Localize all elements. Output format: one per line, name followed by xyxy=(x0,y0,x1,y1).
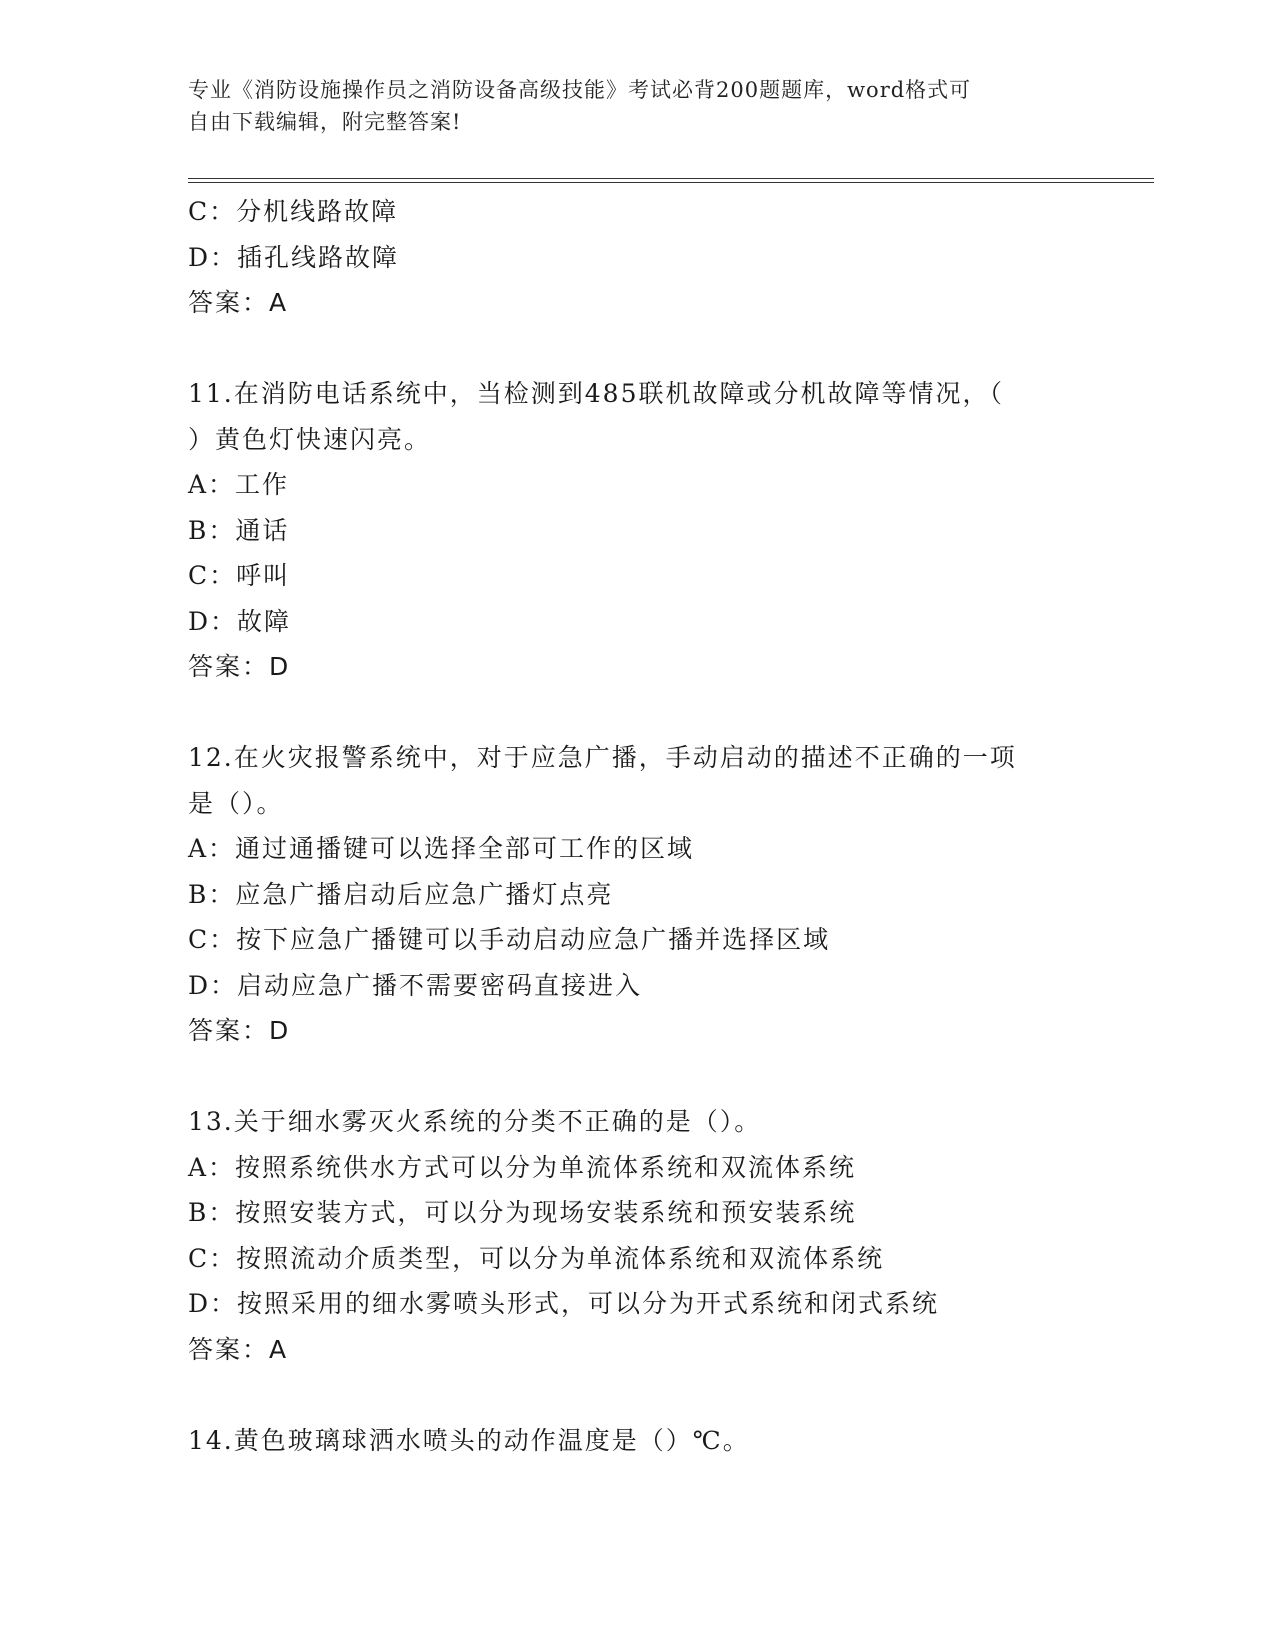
spacer xyxy=(188,690,1088,736)
option-b: B：按照安装方式，可以分为现场安装系统和预安装系统 xyxy=(188,1198,857,1227)
question-stem: 13.关于细水雾灭火系统的分类不正确的是（）。 xyxy=(188,1107,762,1136)
option-c: C：呼叫 xyxy=(188,561,291,590)
option-c: C：按照流动介质类型，可以分为单流体系统和双流体系统 xyxy=(188,1243,885,1273)
option-a: A：按照系统供水方式可以分为单流体系统和双流体系统 xyxy=(188,1152,857,1182)
header-line-1: 专业《消防设施操作员之消防设备高级技能》考试必背200题题库，word格式可 xyxy=(188,78,972,102)
question-stem: 11.在消防电话系统中，当检测到485联机故障或分机故障等情况，（ xyxy=(188,379,1004,408)
document-header xyxy=(188,74,1088,138)
option-d: D：故障 xyxy=(188,606,292,636)
header-divider-bottom xyxy=(188,182,1154,183)
answer: 答案：D xyxy=(188,652,291,681)
question-12 xyxy=(188,735,1088,1054)
header-divider-top xyxy=(188,178,1154,179)
option-d: D：按照采用的细水雾喷头形式，可以分为开式系统和闭式系统 xyxy=(188,1289,940,1318)
option-b: B：应急广播启动后应急广播灯点亮 xyxy=(188,879,614,909)
question-stem-continued: ）黄色灯快速闪亮。 xyxy=(188,424,432,454)
answer: 答案：A xyxy=(188,1334,289,1364)
question-stem: 14.黄色玻璃球洒水喷头的动作温度是（）℃。 xyxy=(188,1425,750,1455)
option-d: D：启动应急广播不需要密码直接进入 xyxy=(188,970,643,1000)
question-list xyxy=(188,189,1088,1463)
question-10 xyxy=(188,189,1088,326)
header-line-2: 自由下载编辑，附完整答案! xyxy=(188,110,462,134)
question-stem-continued: 是（）。 xyxy=(188,788,284,818)
option-b: B：通话 xyxy=(188,515,290,545)
option-d: D：插孔线路故障 xyxy=(188,242,400,272)
question-13 xyxy=(188,1099,1088,1372)
question-stem: 12.在火灾报警系统中，对于应急广播，手动启动的描述不正确的一项 xyxy=(188,743,1017,772)
spacer xyxy=(188,1054,1088,1100)
spacer xyxy=(188,1372,1088,1418)
option-a: A：通过通播键可以选择全部可工作的区域 xyxy=(188,834,695,863)
option-c: C：按下应急广播键可以手动启动应急广播并选择区域 xyxy=(188,925,831,954)
option-a: A：工作 xyxy=(188,470,290,499)
question-14 xyxy=(188,1418,1088,1464)
spacer xyxy=(188,326,1088,372)
answer: 答案：A xyxy=(188,288,289,317)
option-c: C：分机线路故障 xyxy=(188,197,399,226)
answer: 答案：D xyxy=(188,1016,291,1045)
question-11 xyxy=(188,371,1088,690)
